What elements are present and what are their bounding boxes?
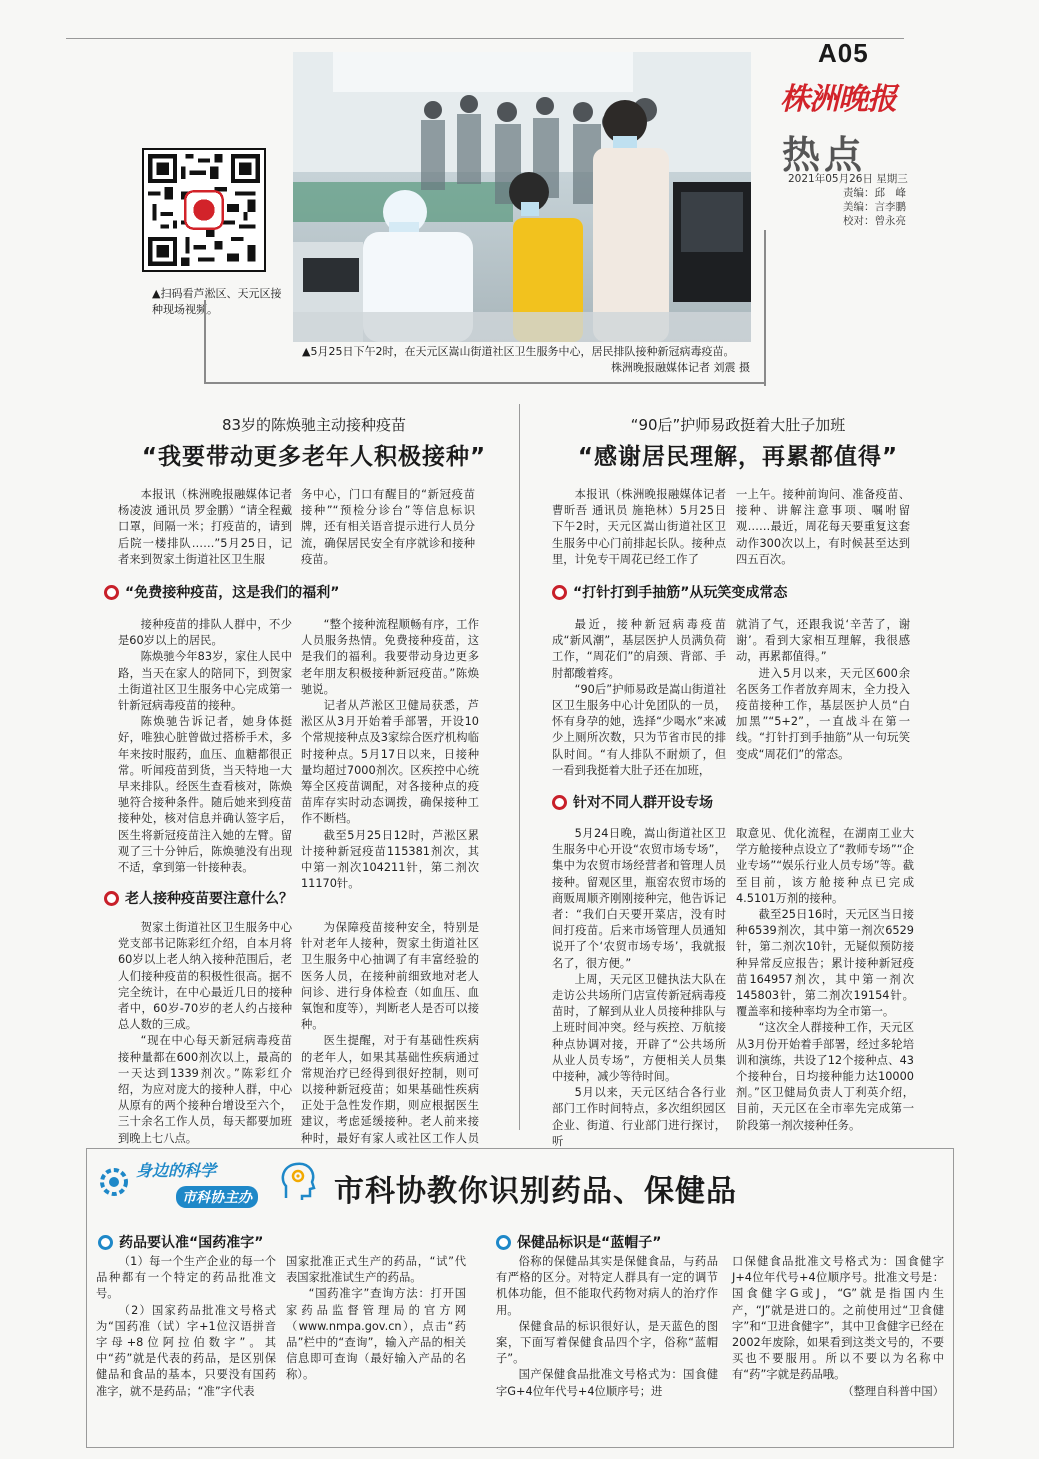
column-divider <box>519 404 520 1130</box>
paragraph: “90后”护师易政是嵩山街道社区卫生服务中心计免团队的一员，怀有身孕的她，选择“少喝水”来减少上厕所次数，只为节省市民的排队时间。“有人排队不耐烦了，但一看到我挺着大肚子还在加班， <box>552 682 726 777</box>
paragraph: 医生提醒，对于有基础性疾病的老年人，如果其基础性疾病通过常规治疗已经得到很好控制，则可以接种新冠疫苗；如果基础性疾病正处于急性发作期，则应根据医生建议，考虑延缓接种。老人前来接种时，最好有家人或社区工作人员 <box>301 1034 479 1145</box>
paragraph: 为保障疫苗接种安全，特别是针对老年人接种，贺家土街道社区卫生服务中心抽调了有丰富经验的医务人员，在接种前细致地对老人问诊、进行身体检查（如血压、血氧饱和度等），判断老人是否可以接种。 <box>301 921 479 1032</box>
newspaper-logo: 株洲晚报 <box>780 82 896 117</box>
article1-subhead1-text: “免费接种疫苗，这是我们的福利” <box>125 585 340 601</box>
article2-subhead1 <box>552 582 787 602</box>
gear-icon <box>96 1162 132 1202</box>
paragraph: 贺家土街道社区卫生服务中心党支部书记陈彩红介绍，自本月将60岁以上老人纳入接种范围后，老人们接种疫苗的积极性很高。据不完全统计，在中心最近几日的接种者中，60岁-70岁的老人约占接种总人数的三成。 <box>118 921 292 1032</box>
paragraph: 5月24日晚，嵩山街道社区卫生服务中心开设“农贸市场专场”，集中为农贸市场经营者和管理人员接种。留观区里，瓶窑农贸市场的商贩周顺齐刚刚接种完，他告诉记者：“我们白天要开菜店，没有时间打疫苗。后来市场管理人员通知说开了个‘农贸市场专场’，我就报名了，很方便。” <box>552 827 726 970</box>
science-subhead1-text: 药品要认准“国药准字” <box>119 1235 264 1251</box>
article1-subhead1 <box>104 582 339 602</box>
article2-subhead1-text: “打针打到手抽筋”从玩笑变成常态 <box>573 585 788 601</box>
subhead-dot-icon <box>98 1235 113 1250</box>
paragraph: 截至5月25日12时，芦淞区累计接种新冠疫苗115381剂次，其中第一剂次104211针，第二剂次11170针。 <box>301 828 479 891</box>
paragraph: 就消了气，还跟我说‘辛苦了，谢谢’。看到大家相互理解，我很感动，再累都值得。” <box>736 618 910 664</box>
paragraph: 国产保健食品批准文号格式为：国食健字G+4位年代号+4位顺序号；进 <box>496 1368 718 1398</box>
paragraph: 截至25日16时，天元区当日接种6539剂次，其中第一剂次6529针，第二剂次10针，无疑似预防接种异常反应报告；累计接种新冠疫苗164957剂次，其中第一剂次145803针，第二剂次19154针。覆盖率和接种率均为全市第一。 <box>736 908 914 1019</box>
photo-bracket-line <box>204 300 764 384</box>
paragraph: （1）每一个生产企业的每一个品种都有一个特定的药品批准文号。 <box>96 1255 276 1301</box>
science-col4 <box>732 1254 944 1400</box>
article2-sec1-col1 <box>552 617 726 779</box>
issue-meta <box>788 172 906 228</box>
article1-kicker: 83岁的陈焕驰主动接种疫苗 <box>221 416 407 434</box>
paragraph: （2）国家药品批准文号格式为“国药准（试）字+1位汉语拼音字母+8位阿拉伯数字”。其中“药”就是代表的药品，是区别保健品和食品的基本，只要没有国药准字，就不是药品；“准”字代表 <box>96 1303 276 1398</box>
qr-caption: ▲扫码看芦淞区、天元区接种现场视频。 <box>152 287 282 316</box>
article2-subhead2-text: 针对不同人群开设专场 <box>573 795 713 811</box>
article1-subhead2 <box>104 888 293 908</box>
article1-lead-a: 本报讯（株洲晚报融媒体记者 杨凌波 通讯员 罗金鹏）“请全程戴口罩，间隔一米；打疫苗的，请到后院一楼排队……”5月25日，记者来到贺家土街道社区卫生服 <box>118 488 292 566</box>
paragraph: 最近，接种新冠病毒疫苗成“新风潮”，基层医护人员满负荷工作，“周花们”的肩颈、背部、手肘都酸着疼。 <box>552 618 726 680</box>
designer-credit: 美编：言李鹏 <box>843 201 906 213</box>
subhead-dot-icon <box>496 1235 511 1250</box>
science-subhead1 <box>98 1232 263 1252</box>
article2-kicker: “90后”护师易政挺着大肚子加班 <box>630 416 846 434</box>
article1-lead-b: 务中心，门口有醒目的“新冠疫苗接种”“预检分诊台”等信息标识牌，还有相关语音提示进行人员分流，确保居民安全有序就诊和接种疫苗。 <box>301 488 475 566</box>
science-col1 <box>96 1254 276 1400</box>
science-col3 <box>496 1254 718 1400</box>
science-title: 市科协教你识别药品、保健品 <box>334 1174 737 1209</box>
paragraph: 口保健食品批准文号格式为：国食健字J+4位年代号+4位顺序号。批准文号是：国食健字G或J，“G”就是指国内生产，“J”就是进口的。之前使用过“卫食健字”和“卫进食健字”，其中卫食健字已经在2002年废除，如果看到这类文号的，不要买也不要服用。所以不要以为名称中有“药”字就是药品哦。 <box>732 1255 944 1382</box>
article1-sec2-col1 <box>118 920 292 1147</box>
photo-bracket-line-right <box>764 230 766 386</box>
top-rule <box>66 38 804 39</box>
paragraph: 上周，天元区卫健执法大队在走访公共场所门店宣传新冠病毒疫苗时，了解到从业人员接种排队与上班时间冲突。经与疾控、万航接种点协调对接，开辟了“公共场所从业人员专场”，方便相关人员集中接种，减少等待时间。 <box>552 972 726 1084</box>
article1-lead-col1 <box>118 487 292 568</box>
paragraph: 陈焕驰告诉记者，她身体挺好，唯独心脏曾做过搭桥手术，多年来按时服药，血压、血糖都很正常。听闻疫苗到货，当天特地一大早来排队。经医生查看核对，陈焕驰符合接种条件。随后她来到疫苗接种处，核对信息并确认签字后，医生将新冠疫苗注入她的左臂。留观了三十分钟后，陈焕驰没有出现不适，拿到第一针接种表。 <box>118 715 292 875</box>
science-subhead2-text: 保健品标识是“蓝帽子” <box>517 1235 662 1251</box>
science-col2 <box>286 1254 466 1384</box>
science-source: （整理自科普中国） <box>842 1384 944 1398</box>
article2-lead-b: 一上午。接种前询问、准备疫苗、接种、讲解注意事项、嘱咐留观……最近，周花每天要重复这套动作300次以上，有时候甚至达到四五百次。 <box>736 488 910 566</box>
paragraph: 接种疫苗的排队人群中，不少是60岁以上的居民。 <box>118 618 292 648</box>
proofreader-credit: 校对：曾永亮 <box>843 215 906 227</box>
paragraph: 取意见、优化流程，在湖南工业大学方舱接种点设立了“教师专场”“企业专场”“娱乐行业人员专场”等。截至目前，该方舱接种点已完成4.5101万剂的接种。 <box>736 827 914 905</box>
paragraph: 进入5月以来，天元区600余名医务工作者放弃周末，全力投入疫苗接种工作，基层医护人员“白加黑”“5+2”，一直战斗在第一线。“打针打到手抽筋”从一句玩笑变成“周花们”的常态。 <box>736 666 910 761</box>
subhead-dot-icon <box>104 585 119 600</box>
paragraph: 5月以来，天元区结合各行业部门工作时间特点，多次组织园区企业、街道、行业部门进行探讨，听 <box>552 1086 726 1148</box>
paragraph: 保健食品的标识很好认，是天蓝色的图案，下面写着保健食品四个字，俗称“蓝帽子”。 <box>496 1319 718 1366</box>
article1-sec2-col2 <box>301 920 479 1163</box>
science-logo-line2: 市科协主办 <box>176 1186 258 1208</box>
section-title: 热点 <box>782 132 867 177</box>
article1-subhead2-text: 老人接种疫苗要注意什么？ <box>125 891 293 907</box>
vaccination-photo <box>293 52 751 342</box>
article1-headline: “我要带动更多老年人积极接种” <box>141 444 487 470</box>
page-number: A05 <box>818 38 869 68</box>
paragraph: “国药准字”查询方法：打开国家药品监督管理局的官方网（www.nmpa.gov.cn），点击“药品”栏中的“查询”，输入产品的相关信息即可查询（最好输入产品的名称）。 <box>286 1287 466 1382</box>
issue-date: 2021年05月26日 星期三 <box>788 173 908 185</box>
subhead-dot-icon <box>552 795 567 810</box>
qr-code[interactable] <box>142 148 266 272</box>
photo-caption-text: ▲5月25日下午2时，在天元区嵩山街道社区卫生服务中心，居民排队接种新冠病毒疫苗。 <box>302 345 735 358</box>
subhead-dot-icon <box>552 585 567 600</box>
paragraph: 记者从芦淞区卫健局获悉，芦淞区从3月开始着手部署，开设10个常规接种点及3家综合医疗机构临时接种点。5月17日以来，日接种量均超过7000剂次。区疾控中心统筹全区疫苗调配，对各接种点的疫苗库存实时动态调拨，确保接种工作不断档。 <box>301 699 479 826</box>
paragraph: 俗称的保健品其实是保健食品，与药品有严格的区分。对特定人群具有一定的调节机体功能，但不能取代药物对病人的治疗作用。 <box>496 1255 718 1317</box>
article2-headline: “感谢居民理解，再累都值得” <box>577 444 899 470</box>
paragraph: 陈焕驰今年83岁，家住人民中路，当天在家人的陪同下，到贺家土街道社区卫生服务中心完成第一针新冠病毒疫苗的接种。 <box>118 650 292 713</box>
science-subhead2 <box>496 1232 661 1252</box>
editor-credit: 责编：邱 峰 <box>843 187 906 199</box>
article2-sec1-col2 <box>736 617 910 763</box>
article2-subhead2 <box>552 792 713 812</box>
article2-sec2-col2 <box>736 826 914 1134</box>
brain-head-icon <box>276 1160 320 1204</box>
subhead-dot-icon <box>104 891 119 906</box>
paragraph: “这次全人群接种工作，天元区从3月份开始着手部署，经过多轮培训和演练，共设了12个接种点、43个接种台，日均接种能力达10000剂。”区卫健局负责人丁利英介绍，目前，天元区在全市率先完成第一阶段第一剂次接种任务。 <box>736 1021 914 1132</box>
science-logo-line1: 身边的科学 <box>136 1161 217 1180</box>
article1-sec1-col1 <box>118 617 292 876</box>
article2-sec2-col1 <box>552 826 726 1150</box>
article1-sec1-col2 <box>301 617 479 892</box>
article2-lead-a: 本报讯（株洲晚报融媒体记者 曹昕吾 通讯员 施艳林）5月25日下午2时，天元区嵩山街道社区卫生服务中心门前排起长队。接种点里，计免专干周花已经工作了 <box>552 488 726 566</box>
photo-credit: 株洲晚报融媒体记者 刘震 摄 <box>611 361 750 374</box>
paragraph: “现在中心每天新冠病毒疫苗接种量都在600剂次以上，最高的一天达到1339剂次。”陈彩红介绍，为应对庞大的接种人群，中心从原有的两个接种台增设至六个，三十余名工作人员，每天都要加班到晚上七八点。 <box>118 1034 292 1145</box>
article2-lead-col1 <box>552 487 726 568</box>
article1-lead-col2 <box>301 487 475 568</box>
paragraph: 国家批准正式生产的药品，“试”代表国家批准试生产的药品。 <box>286 1255 466 1285</box>
paragraph: “整个接种流程顺畅有序，工作人员服务热情。免费接种疫苗，这是我们的福利。我要带动身边更多老年朋友积极接种新冠疫苗。”陈焕驰说。 <box>301 618 479 696</box>
article2-lead-col2 <box>736 487 910 568</box>
